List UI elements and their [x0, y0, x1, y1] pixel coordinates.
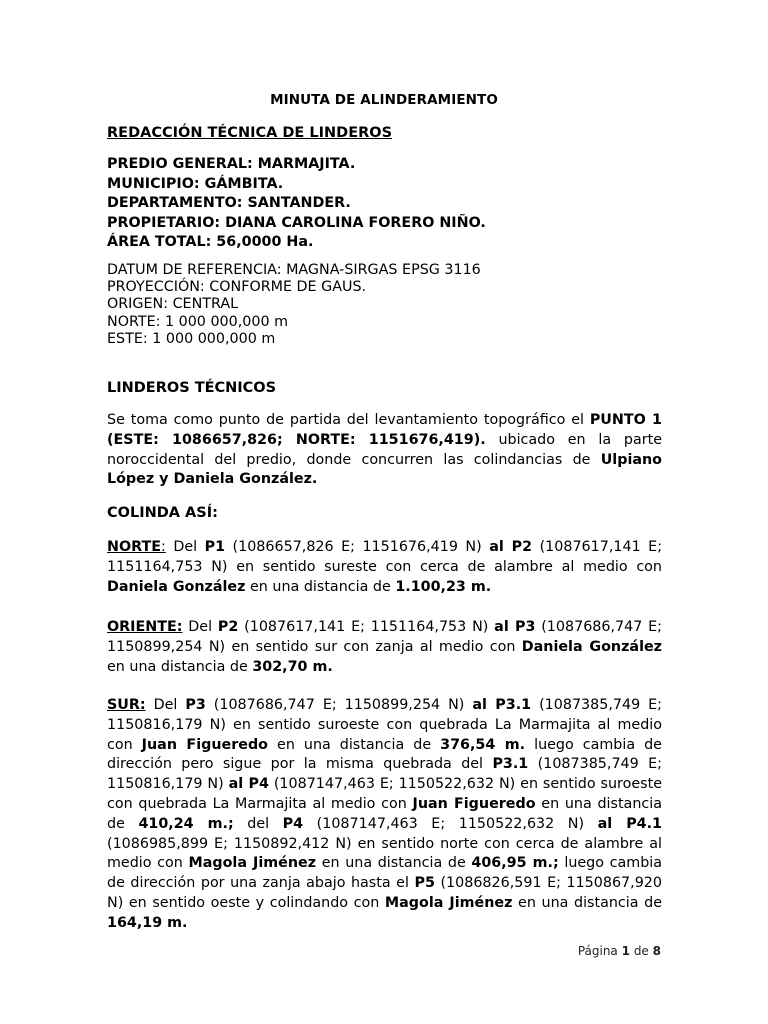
text-run: P2: [217, 619, 239, 635]
predio-line: PREDIO GENERAL: MARMAJITA.: [107, 156, 356, 172]
text-run: luego cambia de dirección pero sigue por la misma quebrada del: [107, 736, 662, 773]
text-run: (1087617,141 E; 1151164,753 N) en sentido sureste con cerca de alambre al medio con: [107, 539, 663, 575]
datum-line: ESTE: 1 000 000,000 m: [107, 330, 276, 347]
text-run: Magola Jiménez: [188, 855, 317, 872]
text-run: 376,54 m.: [440, 736, 526, 753]
text-run: 302,70 m.: [252, 658, 333, 675]
datum-line: NORTE: 1 000 000,000 m: [107, 313, 289, 330]
text-run: en una distancia de: [316, 855, 472, 872]
text-run: al P3: [494, 619, 536, 635]
section-title: REDACCIÓN TÉCNICA DE LINDEROS: [107, 125, 393, 141]
text-run: al P4: [228, 776, 269, 793]
footer-page-label: Página: [577, 944, 618, 958]
predio-line: MUNICIPIO: GÁMBITA.: [107, 175, 284, 192]
text-run: (1087147,463 E; 1150522,632 N) en sentido suroeste con quebrada La Marmajita al medio con: [107, 776, 663, 812]
predio-line: DEPARTAMENTO: SANTANDER.: [107, 195, 351, 211]
text-run: P1: [204, 539, 226, 555]
text-run: P4: [282, 815, 304, 832]
text-run: luego cambia de dirección por una zanja abajo hasta el: [107, 855, 662, 892]
colinda-heading: COLINDA ASÍ:: [107, 505, 218, 521]
text-run: al P2: [489, 539, 533, 555]
text-run: (1087686,747 E; 1150899,254 N) en sentido sur con zanja al medio con: [107, 619, 662, 655]
text-run: P3.1: [492, 756, 529, 773]
text-run: al P4.1: [597, 815, 662, 832]
text-run: en una distancia de: [512, 894, 662, 911]
datum-info: [107, 262, 662, 348]
datum-line: DATUM DE REFERENCIA: MAGNA-SIRGAS EPSG 3116: [107, 262, 481, 278]
norte-paragraph: [107, 538, 662, 597]
predio-line: ÁREA TOTAL: 56,0000 Ha.: [107, 234, 314, 250]
text-run: (1087617,141 E; 1151164,753 N): [238, 619, 495, 635]
text-run: (1087686,747 E; 1150899,254 N): [205, 697, 473, 713]
linderos-heading: LINDEROS TÉCNICOS: [107, 380, 277, 396]
page-footer: [578, 944, 661, 958]
predio-line: PROPIETARIO: DIANA CAROLINA FORERO NIÑO.: [107, 214, 486, 231]
text-run: Daniela González: [107, 578, 246, 595]
text-run: en una distancia de: [107, 658, 253, 675]
text-run: al P3.1: [472, 697, 532, 713]
text-run: 406,95 m.;: [471, 855, 559, 872]
text-run: Magola Jiménez: [384, 894, 513, 911]
text-run: en una distancia de: [107, 795, 662, 832]
text-run: en una distancia de: [245, 578, 396, 595]
text-run: (1086826,591 E; 1150867,920 N) en sentido oeste y colindando con: [107, 875, 662, 911]
text-run: Del: [182, 619, 218, 635]
oriente-paragraph: [107, 618, 662, 677]
text-run: 410,24 m.;: [138, 815, 234, 832]
datum-line: ORIGEN: CENTRAL: [107, 296, 239, 313]
predio-info: [107, 155, 662, 253]
text-run: (1087147,463 E; 1150522,632 N): [303, 815, 598, 832]
text-run: (1086985,899 E; 1150892,412 N) en sentido norte con cerca de alambre al medio con: [107, 835, 662, 872]
datum-line: PROYECCIÓN: CONFORME DE GAUS.: [107, 279, 367, 296]
intro-paragraph: [107, 411, 662, 490]
text-run: ORIENTE:: [107, 619, 183, 635]
footer-page-number: 1: [621, 944, 630, 958]
text-run: Del: [165, 539, 205, 555]
text-run: P3: [185, 697, 206, 713]
text-run: P5: [414, 875, 435, 892]
text-run: del: [233, 815, 283, 832]
text-run: Daniela González: [521, 638, 662, 655]
text-run: Juan Figueredo: [141, 736, 269, 753]
text-run: :: [161, 539, 166, 555]
text-run: en una distancia de: [268, 736, 441, 753]
text-run: (1086657,826 E; 1151676,419 N): [225, 539, 490, 555]
footer-page-total: 8: [652, 944, 661, 958]
text-run: ubicado en la parte noroccidental del predio, donde concurren las colindancias de: [107, 431, 663, 468]
sur-paragraph: [107, 696, 662, 934]
document-title: MINUTA DE ALINDERAMIENTO: [270, 92, 498, 108]
text-run: NORTE: [107, 539, 162, 555]
text-run: PUNTO 1 (ESTE: 1086657,826; NORTE: 1151676,419).: [107, 412, 662, 448]
text-run: Ulpiano López y Daniela González.: [107, 451, 662, 488]
text-run: (1087385,749 E; 1150816,179 N): [107, 756, 662, 793]
text-run: Se toma como punto de partida del levantamiento topográfico el: [107, 412, 590, 428]
text-run: 164,19 m.: [107, 914, 188, 931]
text-run: 1.100,23 m.: [395, 578, 492, 595]
text-run: Juan Figueredo: [412, 795, 536, 812]
text-run: SUR:: [107, 697, 146, 713]
footer-of-label: de: [633, 944, 649, 958]
text-run: (1087385,749 E; 1150816,179 N) en sentido suroeste con quebrada La Marmajita al medio con: [107, 697, 662, 753]
text-run: Del: [145, 697, 186, 713]
